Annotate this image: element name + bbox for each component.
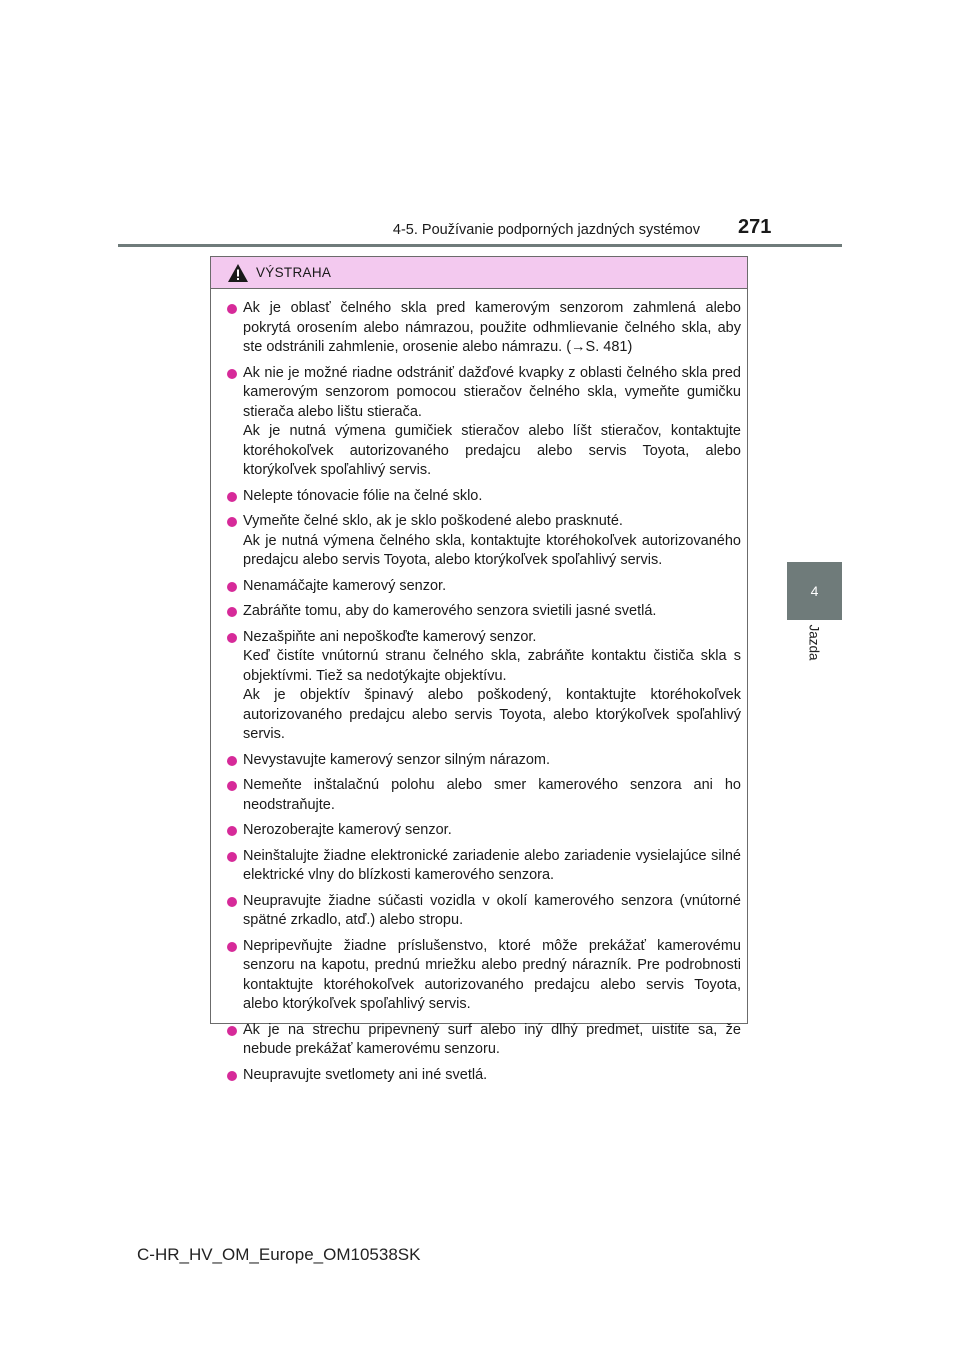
- list-item: [227, 364, 741, 481]
- list-item: [227, 821, 741, 841]
- warning-header: [211, 257, 747, 289]
- chapter-label: [787, 620, 842, 665]
- section-title: 4-5. Používanie podporných jazdných systémov: [392, 222, 700, 238]
- warning-text: Nepripevňujte žiadne príslušenstvo, ktoré môže prekážať kamerovému senzoru na kapotu, prednú mriežku alebo predný nárazník. Pre podrobnosti kontaktujte ktoréhokoľvek autorizovaného predajcu alebo servis Toyota, alebo ktorýkoľvek spoľahlivý servis.: [243, 937, 741, 1012]
- list-item: [227, 1021, 741, 1060]
- list-item: [227, 937, 741, 1015]
- bullet-icon: [227, 1071, 237, 1081]
- warning-text: Ak je nutná výmena čelného skla, kontaktujte ktoréhokoľvek autorizovaného predajcu alebo servis Toyota, alebo ktorýkoľvek spoľahlivý servis.: [243, 532, 741, 568]
- warning-text: Ak je objektív špinavý alebo poškodený, kontaktujte ktoréhokoľvek autorizovaného predajcu alebo servis Toyota, alebo ktorýkoľvek spoľahlivý servis.: [243, 687, 741, 742]
- list-item: [227, 1066, 741, 1086]
- warning-text: Nevystavujte kamerový senzor silným nárazom.: [243, 751, 551, 768]
- warning-triangle-icon: [227, 263, 249, 283]
- warning-text: Neinštalujte žiadne elektronické zariadenie alebo zariadenie vysielajúce silné elektrické vlny do blízkosti kamerového senzora.: [243, 847, 741, 883]
- list-item: [227, 776, 741, 815]
- list-item: [227, 892, 741, 931]
- warning-text: Keď čistíte vnútornú stranu čelného skla, zabráňte kontaktu čističa skla s objektívmi. Tiež sa nedotýkajte objektívu.: [243, 648, 741, 684]
- list-item: [227, 751, 741, 771]
- bullet-icon: [227, 781, 237, 791]
- warning-text: Nezašpiňte ani nepoškoďte kamerový senzor.: [243, 628, 537, 645]
- bullet-icon: [227, 517, 237, 527]
- chapter-label-text: Jazda: [807, 624, 822, 661]
- page-number: 271: [738, 216, 772, 238]
- bullet-icon: [227, 492, 237, 502]
- warning-text: Ak nie je možné riadne odstrániť dažďové kvapky z oblasti čelného skla pred kamerovým senzorom pomocou stieračov čelného skla, vymeňte gumičku stierača alebo lištu stierača.: [243, 364, 741, 420]
- list-item: [227, 602, 741, 622]
- bullet-icon: [227, 633, 237, 643]
- warning-text: Nenamáčajte kamerový senzor.: [243, 577, 447, 594]
- warning-text: Neupravujte svetlomety ani iné svetlá.: [243, 1066, 488, 1083]
- warning-title: VÝSTRAHA: [256, 265, 332, 280]
- bullet-icon: [227, 582, 237, 592]
- list-item: [227, 628, 741, 745]
- warning-text: Ak je oblasť čelného skla pred kamerovým senzorom zahmlená alebo pokrytá orosením alebo námrazou, použite odhmlievanie čelného skla, aby ste odstránili zahmlenie, orosenie alebo námrazu. (→S. 481): [243, 300, 741, 355]
- chapter-tab[interactable]: 4: [787, 562, 842, 620]
- warning-list: [211, 289, 747, 1085]
- bullet-icon: [227, 369, 237, 379]
- bullet-icon: [227, 897, 237, 907]
- bullet-icon: [227, 826, 237, 836]
- warning-text: Vymeňte čelné sklo, ak je sklo poškodené alebo prasknuté.: [243, 513, 623, 529]
- list-item: [227, 512, 741, 571]
- document-code: C-HR_HV_OM_Europe_OM10538SK: [137, 1245, 421, 1264]
- bullet-icon: [227, 756, 237, 766]
- header-divider: [118, 244, 842, 247]
- warning-text: Zabráňte tomu, aby do kamerového senzora svietili jasné svetlá.: [243, 603, 657, 619]
- bullet-icon: [227, 1026, 237, 1036]
- warning-box: [210, 256, 748, 1083]
- warning-text: Neupravujte žiadne súčasti vozidla v okolí kamerového senzora (vnútorné spätné zrkadlo, atď.) alebo stropu.: [243, 892, 741, 928]
- list-item: [227, 847, 741, 886]
- list-item: [227, 299, 741, 358]
- bullet-icon: [227, 607, 237, 617]
- warning-text: Nerozoberajte kamerový senzor.: [243, 822, 452, 838]
- warning-text: Ak je na strechu pripevnený surf alebo iný dlhý predmet, uistite sa, že nebude prekážať kamerovému senzoru.: [243, 1021, 741, 1057]
- warning-text: Ak je nutná výmena gumičiek stieračov alebo líšt stieračov, kontaktujte ktoréhokoľvek autorizovaného predajcu alebo servis Toyota, alebo ktorýkoľvek spoľahlivý servis.: [243, 423, 741, 478]
- list-item: [227, 577, 741, 597]
- bullet-icon: [227, 852, 237, 862]
- warning-text: Nemeňte inštalačnú polohu alebo smer kamerového senzora ani ho neodstraňujte.: [243, 777, 741, 813]
- warning-text: Nelepte tónovacie fólie na čelné sklo.: [243, 487, 483, 504]
- bullet-icon: [227, 942, 237, 952]
- list-item: [227, 487, 741, 507]
- bullet-icon: [227, 304, 237, 314]
